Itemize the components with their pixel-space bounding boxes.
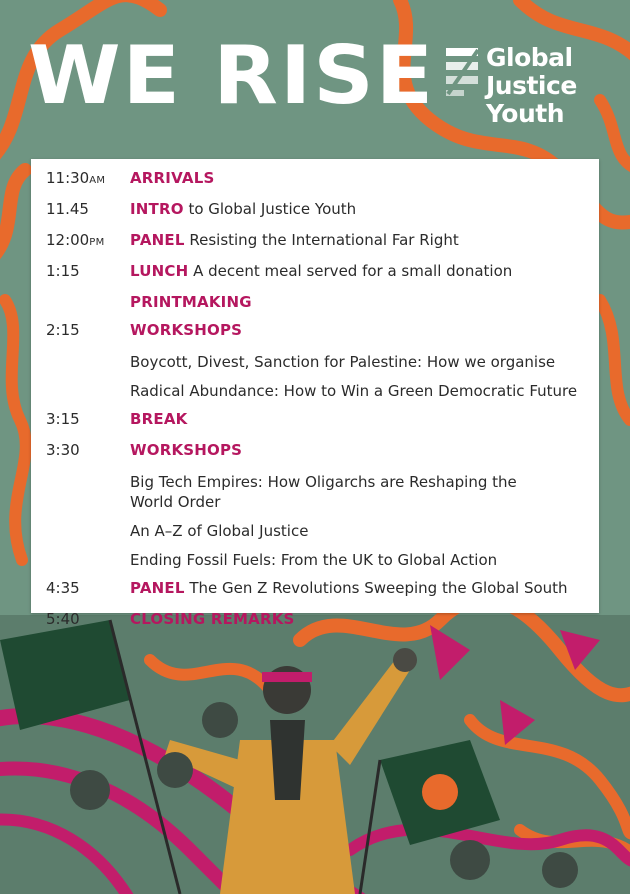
schedule-label: CLOSING REMARKS <box>130 610 295 628</box>
schedule-row <box>31 195 599 226</box>
logo-wordmark <box>486 44 577 128</box>
schedule-row <box>31 226 599 257</box>
time-suffix: AM <box>89 175 106 186</box>
schedule-label: PANEL <box>130 579 185 597</box>
schedule-label: LUNCH <box>130 262 189 280</box>
schedule-time: 4:35 <box>46 579 80 597</box>
schedule-row <box>31 545 599 574</box>
schedule-card <box>31 159 599 628</box>
schedule-row <box>31 405 599 436</box>
schedule-row <box>31 605 599 636</box>
schedule-desc: Radical Abundance: How to Win a Green Democratic Future <box>130 382 578 400</box>
schedule-row <box>31 288 599 316</box>
schedule-row <box>31 164 599 195</box>
schedule-desc: A decent meal served for a small donation <box>188 262 513 280</box>
schedule-desc: Resisting the International Far Right <box>184 231 459 249</box>
schedule-desc: Big Tech Empires: How Oligarchs are Reshaping the World Order <box>130 473 517 511</box>
schedule-row <box>31 257 599 288</box>
logo-line-1: Global <box>486 43 573 72</box>
schedule-row <box>31 516 599 545</box>
time-suffix: PM <box>89 237 105 248</box>
logo-line-2: Justice <box>486 71 577 100</box>
schedule-row <box>31 574 599 605</box>
schedule-label: INTRO <box>130 200 184 218</box>
schedule-label: BREAK <box>130 410 188 428</box>
schedule-time: 1:15 <box>46 262 80 280</box>
schedule-time: 11:30AM <box>46 169 106 187</box>
page-title: WE RISE <box>28 28 436 123</box>
logo-stripes-icon <box>444 46 480 98</box>
schedule-desc: Boycott, Divest, Sanction for Palestine: How we organise <box>130 353 556 371</box>
schedule-time: 3:30 <box>46 441 80 459</box>
schedule-label: WORKSHOPS <box>130 321 243 339</box>
schedule-time: 5:40 <box>46 610 80 628</box>
schedule-row <box>31 347 599 376</box>
schedule-time: 2:15 <box>46 321 80 339</box>
schedule-label: PANEL <box>130 231 185 249</box>
schedule-time: 12:00PM <box>46 231 105 249</box>
schedule-label: ARRIVALS <box>130 169 215 187</box>
global-justice-youth-logo <box>444 44 614 134</box>
schedule-row <box>31 467 599 516</box>
schedule-time: 11.45 <box>46 200 89 218</box>
schedule-row <box>31 376 599 405</box>
logo-line-3: Youth <box>486 99 565 128</box>
schedule-desc: An A–Z of Global Justice <box>130 522 309 540</box>
schedule-row <box>31 316 599 347</box>
schedule-label: WORKSHOPS <box>130 441 243 459</box>
schedule-desc: Ending Fossil Fuels: From the UK to Global Action <box>130 551 498 569</box>
schedule-desc: to Global Justice Youth <box>183 200 357 218</box>
schedule-time: 3:15 <box>46 410 80 428</box>
schedule-label: PRINTMAKING <box>130 293 252 311</box>
schedule-desc: The Gen Z Revolutions Sweeping the Global South <box>184 579 568 597</box>
schedule-row <box>31 436 599 467</box>
